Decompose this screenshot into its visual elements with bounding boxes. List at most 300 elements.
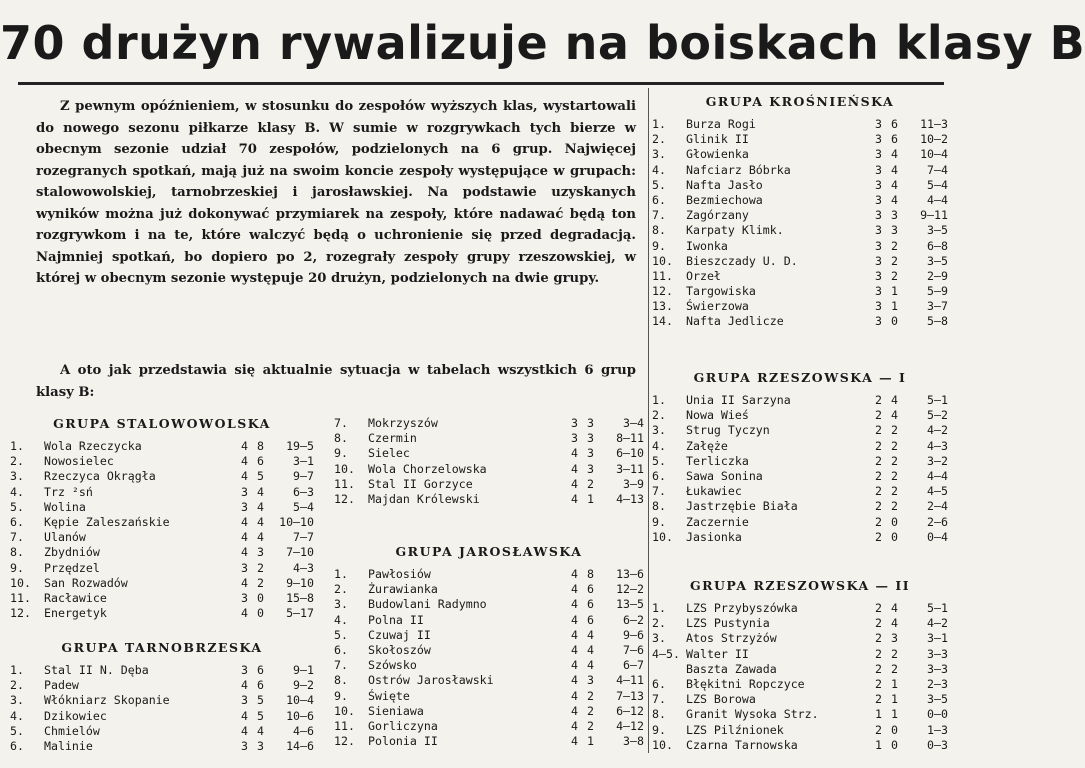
team-name: Terliczka: [686, 453, 749, 468]
played: 4: [571, 461, 578, 476]
points: 3: [257, 738, 264, 753]
team-name: LZS Przybyszówka: [686, 601, 798, 615]
points: 2: [891, 238, 898, 253]
played: 3: [571, 416, 578, 430]
rank: 10.: [652, 529, 673, 544]
table-row: [334, 597, 644, 612]
points: 4: [257, 499, 264, 514]
team-name: Kępie Zaleszańskie: [44, 514, 170, 529]
rank: 8.: [334, 673, 348, 688]
table-row: [652, 132, 948, 147]
played: 2: [875, 646, 882, 661]
played: 4: [241, 454, 248, 469]
rank: 3.: [652, 631, 666, 646]
points: 5: [257, 469, 264, 484]
rank: 14.: [652, 314, 673, 329]
played: 3: [571, 431, 578, 446]
rank: 1.: [334, 567, 348, 581]
table-row: [10, 500, 314, 515]
table-row: [334, 689, 644, 704]
table-row: [334, 628, 644, 643]
points: 0: [891, 314, 898, 329]
goals: 2—6: [927, 514, 948, 529]
rank: 12.: [334, 491, 355, 506]
points: 4: [891, 177, 898, 192]
table-row: [652, 299, 948, 314]
goals: 9—2: [293, 678, 314, 693]
team-name: Włókniarz Skopanie: [44, 693, 170, 708]
rank: 6.: [652, 468, 666, 483]
points: 1: [587, 734, 594, 749]
goals: 6—7: [623, 658, 644, 673]
points: 0: [891, 529, 898, 544]
rank: 6.: [652, 192, 666, 207]
team-name: Wola Rzeczycka: [44, 439, 142, 453]
points: 4: [587, 642, 594, 657]
played: 2: [875, 438, 882, 453]
group-rzeszowska-2: [652, 578, 948, 753]
team-name: Atos Strzyżów: [686, 631, 777, 646]
points: 2: [891, 484, 898, 499]
team-name: LZS Pilźnionek: [686, 722, 784, 737]
table-row: [652, 239, 948, 254]
goals: 6—2: [623, 612, 644, 627]
points: 6: [257, 454, 264, 469]
played: 4: [571, 673, 578, 688]
table-row: [334, 613, 644, 628]
played: 2: [875, 722, 882, 737]
played: 4: [571, 597, 578, 612]
rank: 11.: [334, 476, 355, 491]
rank: 2.: [10, 678, 24, 693]
rank: 8.: [652, 499, 666, 514]
points: 1: [891, 707, 898, 722]
played: 4: [571, 703, 578, 718]
rank: 3.: [10, 469, 24, 484]
team-name: Iwonka: [686, 238, 728, 253]
table-row: [334, 462, 644, 477]
team-name: Polonia II: [368, 734, 438, 749]
table-row: [652, 454, 948, 469]
goals: 4—6: [293, 723, 314, 738]
points: 2: [587, 718, 594, 733]
table-row: [10, 663, 314, 678]
goals: 4—11: [616, 673, 644, 688]
goals: 6—10: [616, 446, 644, 461]
points: 3: [257, 545, 264, 560]
goals: 4—3: [927, 438, 948, 453]
table-row: [652, 439, 948, 454]
rank: 7.: [334, 416, 348, 430]
table-row: [334, 719, 644, 734]
group-krosnienska: [652, 94, 948, 330]
rank: 10.: [334, 703, 355, 718]
rank: 13.: [652, 299, 673, 314]
rank: 8.: [334, 431, 348, 446]
points: 1: [891, 692, 898, 707]
table-row: [652, 223, 948, 238]
rank: 6.: [10, 514, 24, 529]
table-row: [10, 606, 314, 621]
team-name: Mokrzyszów: [368, 416, 438, 430]
goals: 5—1: [927, 601, 948, 615]
table-row: [652, 692, 948, 707]
points: 4: [891, 162, 898, 177]
group-tarnobrzeska: [10, 640, 314, 754]
rank: 10.: [10, 575, 31, 590]
rank: 5.: [652, 177, 666, 192]
goals: 13—6: [616, 567, 644, 581]
standings-table: [334, 567, 644, 749]
standings-table: [334, 416, 644, 507]
rank: 1.: [10, 663, 24, 677]
goals: 10—10: [279, 514, 314, 529]
standings-table: [652, 601, 948, 753]
points: 6: [587, 582, 594, 597]
table-row: [652, 314, 948, 329]
team-name: Bezmiechowa: [686, 192, 763, 207]
goals: 6—8: [927, 238, 948, 253]
table-row: [652, 393, 948, 408]
played: 4: [571, 688, 578, 703]
goals: 11—3: [920, 117, 948, 131]
goals: 4—4: [927, 192, 948, 207]
played: 3: [875, 177, 882, 192]
team-name: Pawłosiów: [368, 567, 431, 581]
points: 2: [891, 661, 898, 676]
points: 6: [891, 117, 898, 131]
team-name: Padew: [44, 678, 79, 693]
played: 2: [875, 408, 882, 423]
played: 3: [875, 192, 882, 207]
team-name: Malinie: [44, 738, 93, 753]
goals: 2—4: [927, 499, 948, 514]
points: 1: [891, 284, 898, 299]
rank: 9.: [652, 238, 666, 253]
played: 3: [875, 253, 882, 268]
table-row: [652, 601, 948, 616]
points: 0: [257, 606, 264, 621]
played: 3: [875, 208, 882, 223]
points: 2: [257, 575, 264, 590]
goals: 3—4: [623, 416, 644, 430]
table-row: [10, 724, 314, 739]
table-row: [652, 631, 948, 646]
goals: 9—6: [623, 627, 644, 642]
played: 4: [571, 718, 578, 733]
rank: 9.: [10, 560, 24, 575]
team-name: Rzeczyca Okrągła: [44, 469, 156, 484]
table-row: [652, 647, 948, 662]
rank: 4.: [334, 612, 348, 627]
table-row: [334, 492, 644, 507]
table-row: [652, 738, 948, 753]
table-row: [652, 408, 948, 423]
goals: 1—3: [927, 722, 948, 737]
rank: 9.: [652, 722, 666, 737]
table-row: [652, 254, 948, 269]
points: 8: [587, 567, 594, 581]
rank: 5.: [652, 453, 666, 468]
points: 3: [891, 208, 898, 223]
points: 4: [257, 514, 264, 529]
goals: 9—1: [293, 663, 314, 677]
points: 5: [257, 693, 264, 708]
table-row: [10, 545, 314, 560]
group-rzeszowska-1: [652, 370, 948, 545]
team-name: Karpaty Klimk.: [686, 223, 784, 238]
played: 4: [571, 446, 578, 461]
table-row: [10, 454, 314, 469]
points: 3: [587, 461, 594, 476]
points: 4: [891, 147, 898, 162]
team-name: Zagórzany: [686, 208, 749, 223]
table-row: [334, 446, 644, 461]
played: 2: [875, 601, 882, 615]
played: 4: [241, 530, 248, 545]
points: 4: [891, 192, 898, 207]
goals: 14—6: [286, 738, 314, 753]
points: 6: [587, 597, 594, 612]
goals: 6—12: [616, 703, 644, 718]
played: 2: [875, 423, 882, 438]
team-name: Trz ²sń: [44, 484, 93, 499]
rank: 2.: [334, 582, 348, 597]
points: 5: [257, 708, 264, 723]
points: 4: [891, 393, 898, 407]
team-name: Sawa Sonina: [686, 468, 763, 483]
rank: 7.: [10, 530, 24, 545]
table-row: [652, 284, 948, 299]
intro-paragraph: Z pewnym opóźnieniem, w stosunku do zespołów wyższych klas, wystartowali do nowego sezonu piłkarze klasy B. W sumie w rozgrywkach tych bierze w obecnym sezonie udział 70 zespołów, podzielonych na 6 grup. Najwięcej rozegranych spotkań, mają już na swoim koncie zespoły występujące w grupach: stalowowolskiej, tarnobrzeskiej i jarosławskiej. Na podstawie uzyskanych wyników można już dokonywać przymiarek na zespoły, które nadawać będą ton rozgrywkom i na te, które walczyć będą o uchronienie się przed degradacją. Najmniej spotkań, bo dopiero po 2, rozegrały zespoły grupy rzeszowskiej, w której w obecnym sezonie występuje 20 drużyn, podzielonych na dwie grupy.: [36, 99, 636, 286]
goals: 3—9: [623, 476, 644, 491]
played: 4: [571, 582, 578, 597]
goals: 9—11: [920, 208, 948, 223]
goals: 4—12: [616, 718, 644, 733]
goals: 3—11: [616, 461, 644, 476]
table-row: [10, 515, 314, 530]
team-name: Błękitni Ropczyce: [686, 676, 805, 691]
team-name: Strug Tyczyn: [686, 423, 770, 438]
points: 4: [257, 723, 264, 738]
played: 3: [875, 117, 882, 131]
goals: 4—5: [927, 484, 948, 499]
team-name: Racławice: [44, 590, 107, 605]
rank: 4.: [10, 484, 24, 499]
played: 4: [241, 575, 248, 590]
rank: 11.: [652, 268, 673, 283]
played: 4: [241, 708, 248, 723]
team-name: Wolina: [44, 499, 86, 514]
table-row: [334, 416, 644, 431]
goals: 3—7: [927, 299, 948, 314]
rank: 10.: [334, 461, 355, 476]
group-stalowowolska: [10, 416, 314, 621]
team-name: Stal II N. Dęba: [44, 663, 149, 677]
group-title: GRUPA RZESZOWSKA — I: [693, 370, 907, 385]
goals: 0—4: [927, 529, 948, 544]
table-row: [652, 423, 948, 438]
played: 2: [875, 499, 882, 514]
goals: 7—7: [293, 530, 314, 545]
rank: 2.: [10, 454, 24, 469]
goals: 10—4: [286, 693, 314, 708]
goals: 10—6: [286, 708, 314, 723]
table-row: [652, 117, 948, 132]
played: 3: [875, 284, 882, 299]
goals: 10—2: [920, 132, 948, 147]
rank: 7.: [652, 484, 666, 499]
standings-table: [10, 439, 314, 621]
table-row: [652, 193, 948, 208]
standings-table: [652, 117, 948, 330]
rank: 2.: [652, 132, 666, 147]
points: 6: [257, 663, 264, 677]
played: 3: [241, 738, 248, 753]
rank: 8.: [10, 545, 24, 560]
group-title: GRUPA KROŚNIEŃSKA: [705, 94, 895, 109]
team-name: Nafta Jasło: [686, 177, 763, 192]
table-row: [652, 269, 948, 284]
points: 6: [891, 132, 898, 147]
table-row: [652, 662, 948, 677]
team-name: Zaczernie: [686, 514, 749, 529]
played: 3: [241, 693, 248, 708]
points: 3: [891, 631, 898, 646]
table-row: [334, 431, 644, 446]
table-row: [10, 678, 314, 693]
standings-table: [10, 663, 314, 754]
rank: 4.: [10, 708, 24, 723]
points: 0: [257, 590, 264, 605]
team-name: Targowiska: [686, 284, 756, 299]
points: 4: [257, 530, 264, 545]
table-row: [334, 477, 644, 492]
points: 0: [891, 514, 898, 529]
team-name: Baszta Zawada: [686, 661, 777, 676]
rank: 9.: [334, 446, 348, 461]
team-name: Walter II: [686, 646, 749, 661]
goals: 4—2: [927, 616, 948, 631]
played: 4: [571, 612, 578, 627]
rank: 3.: [652, 423, 666, 438]
points: 6: [587, 612, 594, 627]
rank: 4—5.: [652, 646, 680, 661]
table-row: [10, 561, 314, 576]
points: 1: [891, 676, 898, 691]
rank: 1.: [652, 393, 666, 407]
group-title: GRUPA TARNOBRZESKA: [61, 640, 263, 655]
goals: 5—1: [927, 393, 948, 407]
goals: 5—8: [927, 314, 948, 329]
points: 4: [587, 627, 594, 642]
goals: 6—3: [293, 484, 314, 499]
table-row: [652, 208, 948, 223]
played: 4: [571, 734, 578, 749]
team-name: Świerzowa: [686, 299, 749, 314]
played: 2: [875, 676, 882, 691]
table-row: [334, 567, 644, 582]
rank: 3.: [334, 597, 348, 612]
team-name: LZS Pustynia: [686, 616, 770, 631]
points: 3: [891, 223, 898, 238]
group-title: GRUPA STALOWOWOLSKA: [53, 416, 271, 431]
goals: 7—4: [927, 162, 948, 177]
rank: 10.: [652, 253, 673, 268]
table-row: [652, 147, 948, 162]
goals: 12—2: [616, 582, 644, 597]
goals: 5—9: [927, 284, 948, 299]
points: 0: [891, 722, 898, 737]
table-row: [334, 673, 644, 688]
table-row: [652, 178, 948, 193]
goals: 3—3: [927, 646, 948, 661]
played: 4: [571, 658, 578, 673]
points: 2: [891, 423, 898, 438]
group-tarnobrzeska-continued: [334, 416, 644, 507]
rank: 7.: [334, 658, 348, 673]
goals: 7—6: [623, 642, 644, 657]
points: 2: [891, 438, 898, 453]
played: 4: [241, 469, 248, 484]
table-row: [10, 576, 314, 591]
goals: 2—9: [927, 268, 948, 283]
rank: 12.: [652, 284, 673, 299]
team-name: Nowosielec: [44, 454, 114, 469]
table-row: [334, 734, 644, 749]
played: 2: [875, 529, 882, 544]
points: 3: [587, 431, 594, 446]
points: 1: [891, 299, 898, 314]
table-row: [10, 469, 314, 484]
team-name: Majdan Królewski: [368, 491, 480, 506]
goals: 13—5: [616, 597, 644, 612]
team-name: Załęże: [686, 438, 728, 453]
headline: 70 drużyn rywalizuje na boiskach klasy B: [0, 16, 1085, 70]
team-name: Granit Wysoka Strz.: [686, 707, 819, 722]
played: 3: [875, 299, 882, 314]
table-row: [652, 515, 948, 530]
played: 3: [875, 238, 882, 253]
points: 2: [891, 268, 898, 283]
goals: 3—3: [927, 661, 948, 676]
table-row: [652, 499, 948, 514]
table-row: [652, 163, 948, 178]
goals: 0—3: [927, 737, 948, 752]
goals: 15—8: [286, 590, 314, 605]
rank: 4.: [652, 438, 666, 453]
table-row: [334, 582, 644, 597]
rank: 5.: [10, 723, 24, 738]
played: 4: [241, 723, 248, 738]
played: 3: [875, 147, 882, 162]
goals: 5—17: [286, 606, 314, 621]
points: 2: [891, 468, 898, 483]
team-name: LZS Borowa: [686, 692, 756, 707]
played: 3: [241, 590, 248, 605]
points: 2: [587, 688, 594, 703]
goals: 7—13: [616, 688, 644, 703]
points: 4: [587, 658, 594, 673]
rank: 3.: [10, 693, 24, 708]
played: 4: [571, 642, 578, 657]
table-row: [334, 658, 644, 673]
played: 1: [875, 707, 882, 722]
played: 2: [875, 616, 882, 631]
played: 3: [875, 132, 882, 147]
rank: 9.: [334, 688, 348, 703]
goals: 3—5: [927, 253, 948, 268]
